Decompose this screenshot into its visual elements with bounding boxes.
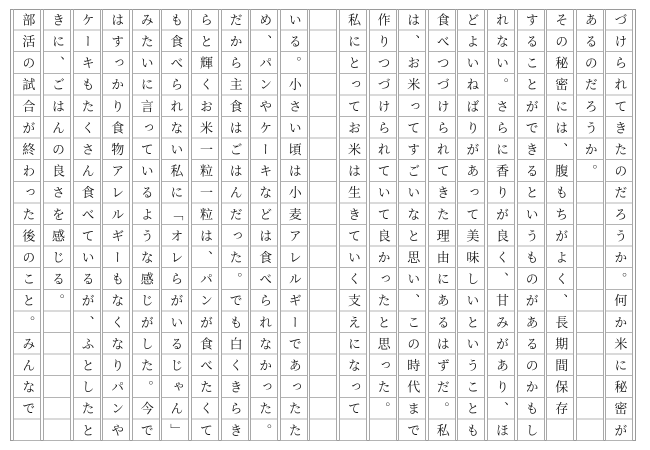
manuscript-column-text: は、お米ってすごいなと思い、この時代まで xyxy=(404,13,420,445)
manuscript-column xyxy=(487,9,515,445)
manuscript-column-text: どよいねばりがあって美味しいということも xyxy=(463,13,479,445)
manuscript-column xyxy=(369,9,397,441)
manuscript-column xyxy=(43,9,71,441)
manuscript-column xyxy=(132,9,160,445)
manuscript-column xyxy=(102,9,130,445)
manuscript-column xyxy=(517,9,545,445)
manuscript-column-text: あるのだろうか。 xyxy=(581,13,597,186)
manuscript-column xyxy=(250,9,278,445)
manuscript-column-text: はすっかり食物アレルギーもなくなりパンや xyxy=(108,13,124,445)
manuscript-column xyxy=(309,9,337,441)
manuscript-column xyxy=(221,9,249,445)
manuscript-column-text: その秘密には、腹もちがよく、長期間保存 xyxy=(552,13,568,424)
manuscript-column xyxy=(339,9,367,441)
manuscript-column-text xyxy=(310,9,336,13)
manuscript-column xyxy=(13,9,41,441)
manuscript-column xyxy=(161,9,189,445)
manuscript-column xyxy=(576,9,604,441)
manuscript-column-text: らと輝くお米一粒一粒は、パンが食べたくて xyxy=(197,13,212,445)
manuscript-column-text: 食べつづけられてきた理由にあるはずだ。私 xyxy=(433,13,449,445)
manuscript-column-text: も食べられない私に「オレらがいるじゃん」 xyxy=(167,13,183,445)
manuscript-column-text: いる。小さい頃は小麦アレルギーであったた xyxy=(285,13,301,445)
manuscript-column xyxy=(546,9,574,441)
manuscript-column-text: きに、ごはんの良さを感じる。 xyxy=(49,13,64,316)
manuscript-column xyxy=(398,9,426,445)
manuscript-column-text: れない。さらに香りが良く、甘みがあり、ほ xyxy=(493,13,508,445)
manuscript-column xyxy=(605,9,633,445)
manuscript-column-text: 私にとってお米は生きていく支えになって xyxy=(345,13,360,424)
manuscript-column xyxy=(428,9,456,445)
manuscript-column-text: め、パンやケーキなどは食べられなかった。 xyxy=(256,13,272,445)
manuscript-column xyxy=(457,9,485,445)
manuscript-column-text: することができるというものがあるのかもし xyxy=(522,13,538,445)
manuscript-column-text: みたいに言っているような感じがした。今で xyxy=(137,13,153,445)
manuscript-column-text: だから主食はごはんだった。でも白くきらき xyxy=(226,13,242,445)
manuscript-column-text: 部活の試合が終わった後のこと。みんなで xyxy=(19,13,35,424)
manuscript-column xyxy=(280,9,308,445)
manuscript-column-text: ケーキもたくさん食べているが、ふとしたと xyxy=(78,13,94,445)
manuscript-column-text: 作りつづけられていて良かったと思った。 xyxy=(374,13,390,424)
manuscript-column xyxy=(73,9,101,445)
manuscript-column-text: づけられてきたのだろうか。何か米に秘密が xyxy=(611,13,627,445)
manuscript-column xyxy=(191,9,219,445)
